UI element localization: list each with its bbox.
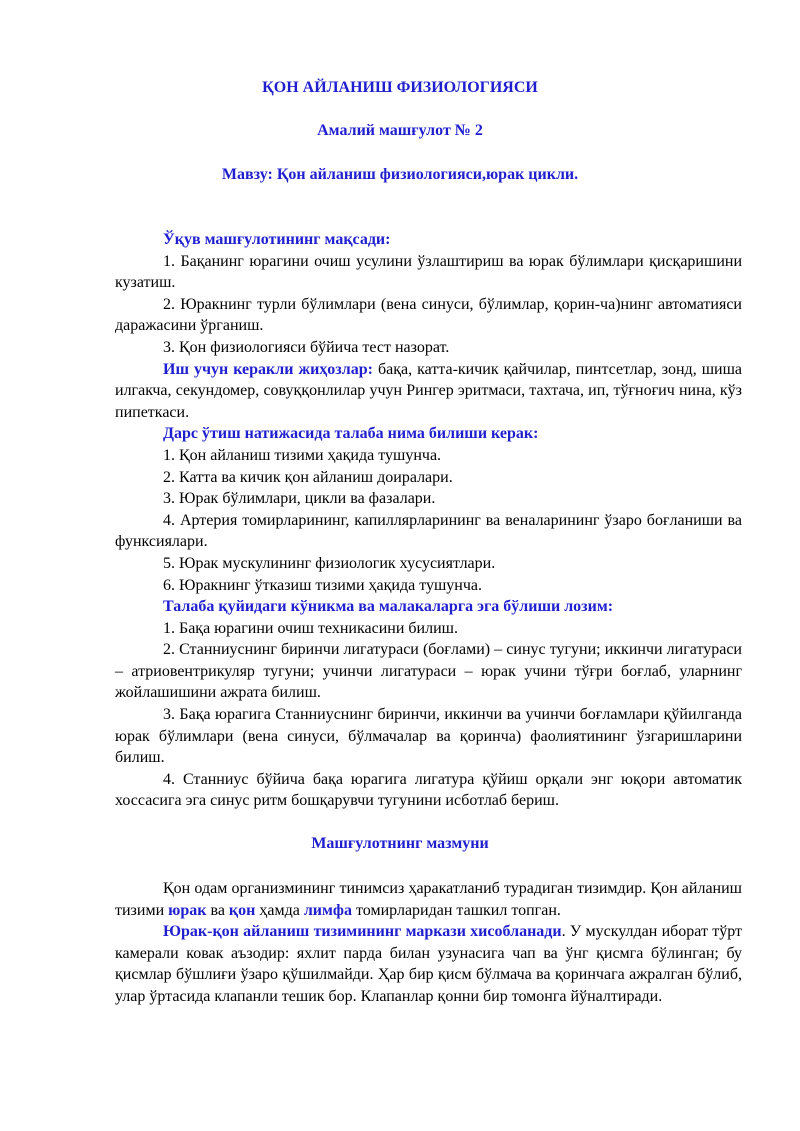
document-title: ҚОН АЙЛАНИШ ФИЗИОЛОГИЯСИ [262, 79, 538, 96]
knowledge-item: 3. Юрак бўлимлари, цикли ва фазалари. [163, 490, 436, 508]
topic-line: Мавзу: Қон айланиш физиологияси,юрак цикли. [221, 166, 579, 183]
knowledge-heading: Дарс ўтиш натижасида талаба нима билиши керак: [163, 425, 539, 443]
objective-item: 1. Бақанинг юрагини очиш усулини ўзлаштириш ва юрак бўлимлари қисқаришини кузатиш. [115, 252, 742, 292]
objective-item: 2. Юракнинг турли бўлимлари (вена синуси, бўлимлар, қорин-ча)нинг автоматияси даражасини ўрганиш. [115, 295, 742, 335]
lesson-number: Амалий машғулот № 2 [317, 122, 483, 139]
skill-item: 2. Станниуснинг биринчи лигатураси (боғлами) – синус тугуни; иккинчи лигатураси – атриовентрикуляр тугуни; учинчи лигатураси – юрак учини тўғри боғлаб, уларнинг жойлашишини ажрата билиш. [115, 641, 742, 702]
knowledge-item: 6. Юракнинг ўтказиш тизими ҳақида тушунча. [163, 576, 483, 594]
knowledge-item: 1. Қон айланиш тизими ҳақида тушунча. [163, 446, 442, 464]
equipment-paragraph [115, 359, 742, 424]
content-paragraph-2: Юрак-қон айланиш тизимининг маркази хисобланади. У мускулдан иборат тўрт камерали ковак аъзодир: яхлит парда билан узунасига чап ва ўнг қисмга бўлинган; бу қисмлар бўшлиғи ўзаро қўшилмайди. Ҳар бир қисм бўлмача ва қоринчага ажралган бўлиб, улар ўртасида клапанли тешик бор. Клапанлар қонни бир томонга йўналтиради. [115, 923, 743, 1005]
objective-item: 3. Қон физиологияси бўйича тест назорат. [163, 338, 450, 356]
equipment-text: бақа, катта-кичик қайчилар, пинтсетлар, зонд, шиша илгакча, секундомер, совуққонлилар учун Рингер эритмаси, тахтача, ип, тўғноғич нина, кўз пипеткаси. [115, 360, 743, 421]
content-paragraph-1: Қон одам организмининг тинимсиз ҳаракатланиб турадиган тизимдир. Қон айланиш тизими юрак ва қон ҳамда лимфа томирларидан ташкил топган. [115, 880, 742, 919]
skill-item: 1. Бақа юрагини очиш техникасини билиш. [163, 619, 458, 637]
skills-heading: Талаба қуйидаги кўникма ва малакаларга эга бўлиши лозим: [163, 598, 614, 616]
content-section [115, 878, 742, 1008]
equipment-heading: Иш учун керакли жиҳозлар: [163, 360, 373, 378]
skill-item: 4. Станниус бўйича бақа юрагига лигатура қўйиш орқали энг юқори автоматик хоссасига эга синус ритм бошқарувчи тугунини исботлаб бериш. [115, 770, 742, 810]
knowledge-item: 2. Катта ва кичик қон айланиш доиралари. [163, 468, 453, 486]
knowledge-item: 4. Артерия томирларининг, капиллярларининг ва веналарининг ўзаро боғланиши ва функсиялари. [115, 511, 742, 551]
heart-center-phrase: Юрак-қон айланиш тизимининг маркази хисобланади [163, 923, 562, 941]
term-lymph: лимфа [303, 901, 352, 919]
content-heading: Машғулотнинг мазмуни [311, 835, 489, 852]
objectives-section [115, 229, 742, 812]
knowledge-item: 5. Юрак мускулининг физиологик хусусиятлари. [163, 554, 496, 572]
term-blood: қон [228, 901, 256, 919]
objectives-heading: Ўқув машғулотининг мақсади: [163, 231, 391, 248]
term-heart: юрак [168, 901, 207, 919]
skill-item: 3. Бақа юрагига Станниуснинг биринчи, иккинчи ва учинчи боғламлари қўйилганда юрак бўлимлари (вена синуси, бўлмачалар ва қоринча) фаолиятининг ўзгаришларини билиш. [115, 706, 742, 767]
